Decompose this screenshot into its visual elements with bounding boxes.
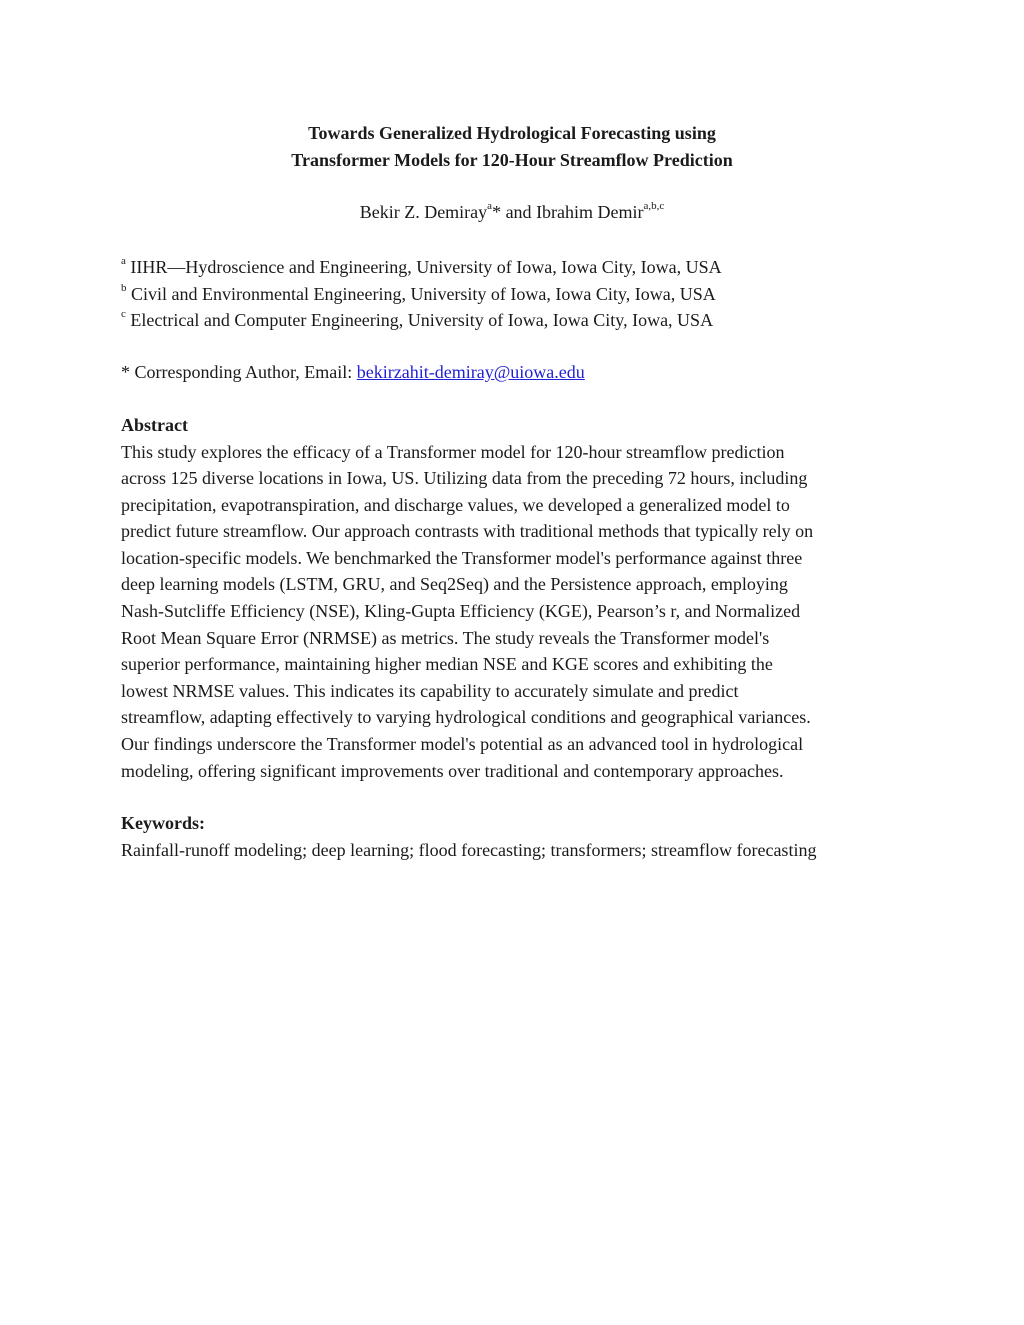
corresponding-email-link[interactable]: bekirzahit-demiray@uiowa.edu	[356, 362, 585, 382]
abstract-line: predict future streamflow. Our approach contrasts with traditional methods that typically rely on	[121, 521, 814, 542]
author-1-affil-sup: a	[487, 200, 493, 212]
abstract-line: Root Mean Square Error (NRMSE) as metrics. The study reveals the Transformer model's	[121, 627, 770, 648]
author-2-affil-sup: a,b,c	[643, 200, 665, 212]
abstract-body	[121, 439, 813, 785]
abstract-line: location-specific models. We benchmarked the Transformer model's performance against three	[121, 547, 803, 568]
abstract-line: lowest NRMSE values. This indicates its capability to accurately simulate and predict	[121, 680, 739, 701]
abstract-line: precipitation, evapotranspiration, and discharge values, we developed a generalized model to	[121, 494, 790, 515]
affiliation-b	[121, 281, 722, 308]
abstract-heading: Abstract	[121, 415, 188, 435]
abstract-line: modeling, offering significant improvements over traditional and contemporary approaches.	[121, 760, 784, 781]
affiliation-list	[121, 254, 722, 334]
keywords-heading: Keywords:	[121, 813, 205, 833]
affiliation-a	[121, 254, 722, 281]
affiliation-c-sup: c	[121, 308, 126, 320]
author-list	[0, 200, 1024, 224]
author-1-name: Bekir Z. Demiray	[359, 202, 488, 222]
abstract-line: streamflow, adapting effectively to varying hydrological conditions and geographical variances.	[121, 707, 811, 728]
affiliation-b-text: Civil and Environmental Engineering, University of Iowa, Iowa City, Iowa, USA	[126, 283, 716, 304]
abstract-line: Our findings underscore the Transformer model's potential as an advanced tool in hydrological	[121, 734, 804, 755]
corresponding-author	[121, 359, 585, 385]
abstract-line: across 125 diverse locations in Iowa, US. Utilizing data from the preceding 72 hours, including	[121, 468, 808, 489]
corresponding-author-label: * Corresponding Author, Email:	[121, 362, 357, 382]
author-conjunction: and	[501, 202, 537, 222]
abstract-line: Nash-Sutcliffe Efficiency (NSE), Kling-Gupta Efficiency (KGE), Pearson’s r, and Normalized	[121, 601, 801, 622]
affiliation-c-text: Electrical and Computer Engineering, University of Iowa, Iowa City, Iowa, USA	[125, 310, 714, 330]
title-line-2: Transformer Models for 120-Hour Streamflow Prediction	[291, 150, 733, 170]
paper-title	[0, 120, 1024, 174]
abstract-line: This study explores the efficacy of a Transformer model for 120-hour streamflow prediction	[121, 441, 785, 462]
keywords-text: Rainfall-runoff modeling; deep learning; flood forecasting; transformers; streamflow forecasting	[121, 840, 817, 860]
author-1-corresponding-mark: *	[492, 202, 502, 222]
author-2-name: Ibrahim Demir	[536, 202, 644, 222]
affiliation-a-sup: a	[121, 255, 126, 267]
affiliation-a-text: IIHR—Hydroscience and Engineering, University of Iowa, Iowa City, Iowa, USA	[125, 257, 722, 277]
abstract-line: superior performance, maintaining higher median NSE and KGE scores and exhibiting the	[121, 654, 773, 675]
title-line-1: Towards Generalized Hydrological Forecasting using	[308, 123, 716, 143]
abstract-line: deep learning models (LSTM, GRU, and Seq2Seq) and the Persistence approach, employing	[121, 574, 788, 595]
affiliation-b-sup: b	[121, 281, 127, 294]
affiliation-c	[121, 307, 722, 334]
